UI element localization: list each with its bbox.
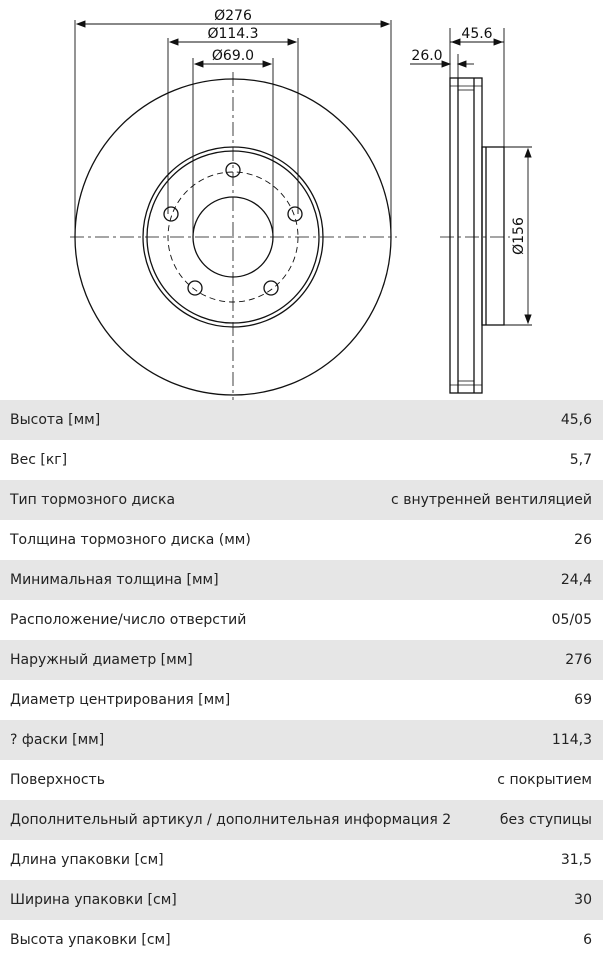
dim-outer-label: Ø276 [214,8,252,24]
spec-row [0,880,603,920]
spec-label: Длина упаковки [см] [10,852,164,868]
side-dimensions [410,28,532,325]
spec-label: ? фаски [мм] [10,732,105,748]
spec-label: Высота упаковки [см] [10,932,171,948]
spec-row [0,520,603,560]
spec-value: 69 [574,692,592,708]
spec-row [0,760,603,800]
spec-label: Толщина тормозного диска (мм) [10,532,251,548]
dim-height-label: 45.6 [461,26,493,42]
spec-value: 24,4 [560,572,592,588]
dim-center-label: Ø69.0 [211,48,255,64]
disc-front-view [70,72,397,400]
dim-pcd-label: Ø114.3 [207,26,259,42]
spec-row [0,560,603,600]
spec-label: Ширина упаковки [см] [10,892,177,908]
spec-value: 05/05 [551,612,592,628]
spec-label: Тип тормозного диска [10,492,176,508]
spec-value: с покрытием [497,772,592,788]
spec-label: Минимальная толщина [мм] [10,572,219,588]
bolt-hole [188,281,202,295]
spec-row [0,920,603,960]
spec-label: Диаметр центрирования [мм] [10,692,231,708]
spec-row [0,720,603,760]
spec-label: Поверхность [10,772,105,788]
spec-row [0,640,603,680]
spec-value: 276 [565,652,592,668]
spec-row [0,840,603,880]
spec-row [0,480,603,520]
spec-label: Высота [мм] [10,412,101,428]
spec-row [0,800,603,840]
spec-value: 5,7 [569,452,592,468]
spec-value: 30 [574,892,592,908]
spec-value: без ступицы [499,812,592,828]
bolt-hole [264,281,278,295]
dim-thickness-label: 26.0 [411,48,443,64]
spec-value: 31,5 [560,852,592,868]
spec-row [0,600,603,640]
spec-row [0,440,603,480]
spec-row [0,680,603,720]
bolt-hole [288,207,302,221]
spec-value: с внутренней вентиляцией [391,492,592,508]
spec-row [0,400,603,440]
specs-table [0,400,603,960]
spec-value: 114,3 [551,732,592,748]
disc-side-view [440,78,510,393]
dim-hat-label: Ø156 [511,217,527,255]
technical-drawing [0,0,603,400]
spec-label: Наружный диаметр [мм] [10,652,193,668]
spec-label: Вес [кг] [10,452,68,468]
spec-value: 6 [583,932,592,948]
spec-value: 26 [574,532,592,548]
spec-value: 45,6 [560,412,592,428]
spec-label: Дополнительный артикул / дополнительная информация 2 [10,812,452,828]
spec-label: Расположение/число отверстий [10,612,247,628]
